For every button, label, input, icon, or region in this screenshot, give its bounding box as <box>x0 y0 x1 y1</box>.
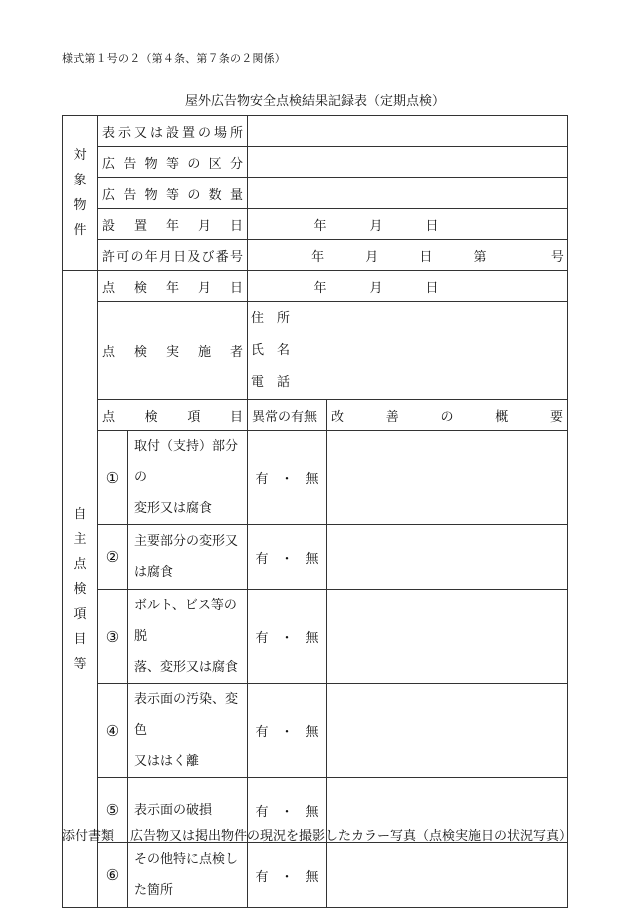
item-description: 表示面の破損 <box>128 778 248 843</box>
table-row <box>63 590 568 684</box>
attachment-text: 広告物又は掲出物件の現況を撮影したカラー写真（点検実施日の状況写真） <box>130 829 573 844</box>
category-label: 広 告 物 等 の 区 分 <box>98 147 248 178</box>
item-description: 主要部分の変形又 は腐食 <box>128 525 248 590</box>
subject-section-label: 対 象 物 件 <box>63 116 98 271</box>
self-inspection-section-label: 自 主 点 検 項 目 等 <box>63 271 98 908</box>
attachment-note <box>62 825 572 844</box>
inspection-date-label: 点 検 年 月 日 <box>98 271 248 302</box>
item-description: ボルト、ビス等の脱 落、変形又は腐食 <box>128 590 248 684</box>
inspector-phone-label: 電 話 <box>251 374 291 390</box>
inspector-label: 点 検 実 施 者 <box>98 302 248 400</box>
item-number: ① <box>98 431 128 525</box>
abnormal-choice[interactable]: 有 ・ 無 <box>248 590 327 684</box>
summary-field[interactable] <box>327 843 568 908</box>
summary-field[interactable] <box>327 590 568 684</box>
install-date-label: 設 置 年 月 日 <box>98 209 248 240</box>
item-description: 取付（支持）部分の 変形又は腐食 <box>128 431 248 525</box>
abnormal-choice[interactable]: 有 ・ 無 <box>248 778 327 843</box>
abnormal-choice[interactable]: 有 ・ 無 <box>248 684 327 778</box>
abnormal-choice[interactable]: 有 ・ 無 <box>248 843 327 908</box>
attachment-label: 添付書類 <box>62 829 115 844</box>
item-number: ④ <box>98 684 128 778</box>
item-number: ③ <box>98 590 128 684</box>
item-number: ⑤ <box>98 778 128 843</box>
table-row <box>63 431 568 525</box>
table-row <box>63 525 568 590</box>
permit-field[interactable]: 年 月 日 第 号 <box>248 240 568 271</box>
permit-label: 許 可 の 年 月 日 及 び 番 号 <box>98 240 248 271</box>
inspector-name-label: 氏 名 <box>251 342 291 358</box>
summary-field[interactable] <box>327 684 568 778</box>
item-number: ⑥ <box>98 843 128 908</box>
install-date-field[interactable]: 年 月 日 <box>248 209 568 240</box>
abnormal-choice[interactable]: 有 ・ 無 <box>248 431 327 525</box>
abnormal-header: 異常の有無 <box>248 400 327 431</box>
location-label: 表 示 又 は 設 置 の 場 所 <box>98 116 248 147</box>
summary-field[interactable] <box>327 431 568 525</box>
form-number: 様式第１号の２（第４条、第７条の２関係） <box>62 52 286 65</box>
item-description: その他特に点検し た箇所 <box>128 843 248 908</box>
category-field[interactable] <box>248 147 568 178</box>
summary-field[interactable] <box>327 525 568 590</box>
inspector-address-label: 住 所 <box>251 310 291 326</box>
document-title: 屋外広告物安全点検結果記録表（定期点検） <box>184 94 445 109</box>
inspection-date-field[interactable]: 年 月 日 <box>248 271 568 302</box>
item-header: 点 検 項 目 <box>98 400 248 431</box>
quantity-field[interactable] <box>248 178 568 209</box>
quantity-label: 広 告 物 等 の 数 量 <box>98 178 248 209</box>
table-row <box>63 843 568 908</box>
inspection-record-table <box>62 115 568 908</box>
inspector-fields[interactable] <box>248 302 568 400</box>
item-number: ② <box>98 525 128 590</box>
location-field[interactable] <box>248 116 568 147</box>
table-row <box>63 684 568 778</box>
item-description: 表示面の汚染、変色 又ははく離 <box>128 684 248 778</box>
summary-header: 改 善 の 概 要 <box>327 400 568 431</box>
abnormal-choice[interactable]: 有 ・ 無 <box>248 525 327 590</box>
